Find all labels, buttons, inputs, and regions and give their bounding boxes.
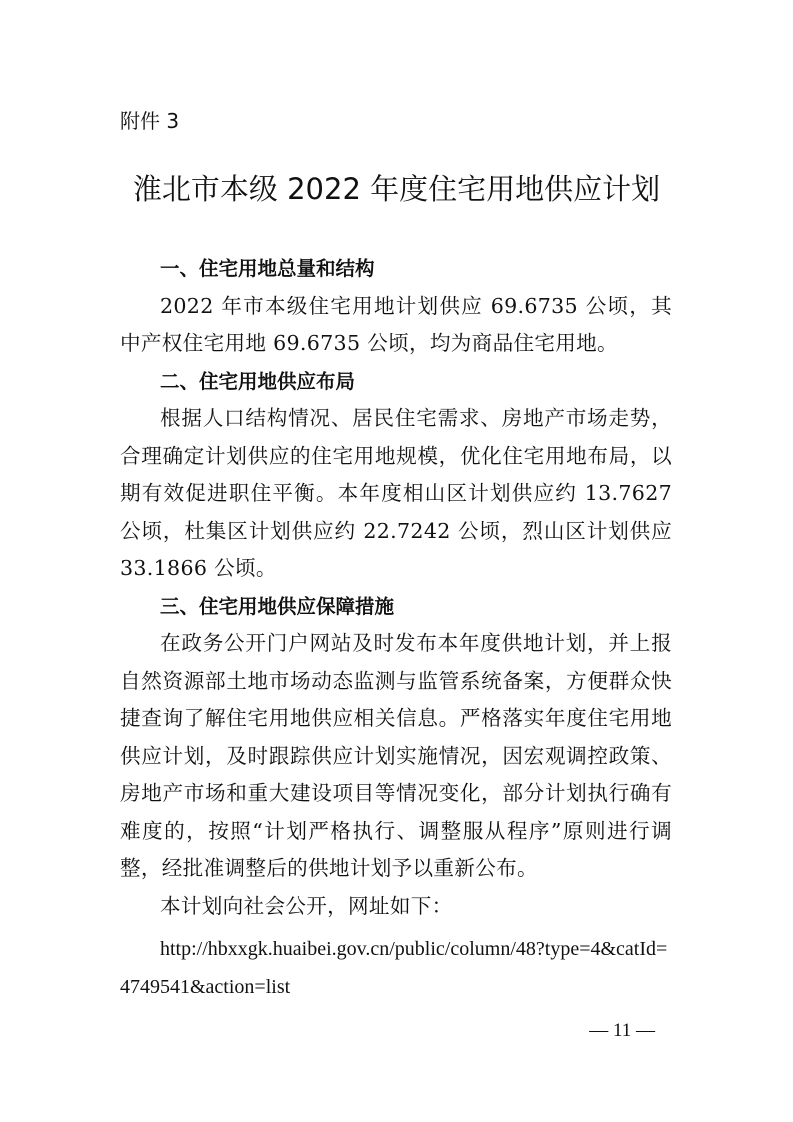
- page-number: — 11 —: [589, 1020, 655, 1041]
- document-title: 淮北市本级 2022 年度住宅用地供应计划: [132, 172, 661, 206]
- public-url-link[interactable]: http://hbxxgk.huaibei.gov.cn/public/column/48?type=4&catId=4749541&action=list: [120, 938, 668, 998]
- section-heading: 三、住宅用地供应保障措施: [160, 594, 395, 618]
- section-heading: 一、住宅用地总量和结构: [160, 257, 375, 280]
- section-safeguard-measures: [120, 588, 672, 926]
- document-body: [120, 250, 672, 1006]
- section-supply-layout: [120, 363, 672, 588]
- attachment-label: 附件 3: [120, 109, 180, 133]
- section-total-and-structure: [120, 250, 672, 363]
- section-heading: 二、住宅用地供应布局: [160, 369, 356, 393]
- section-paragraph: 本计划向社会公开，网址如下：: [160, 893, 453, 918]
- section-paragraph: 在政务公开门户网站及时发布本年度供地计划，并上报自然资源部土地市场动态监测与监管系统备案，方便群众快捷查询了解住宅用地供应相关信息。严格落实年度住宅用地供应计划，及时跟踪供应计划实施情况，因宏观调控政策、房地产市场和重大建设项目等情况变化，部分计划执行确有难度的，按照“计划严格执行、调整服从程序”原则进行调整，经批准调整后的供地计划予以重新公布。: [120, 631, 672, 880]
- section-paragraph: 根据人口结构情况、居民住宅需求、房地产市场走势，合理确定计划供应的住宅用地规模，优化住宅用地布局，以期有效促进职住平衡。本年度相山区计划供应约 13.7627 公顷，杜集区计划供应约 22.7242 公顷，烈山区计划供应 33.1866 公顷。: [120, 406, 672, 580]
- section-paragraph: 2022 年市本级住宅用地计划供应 69.6735 公顷，其中产权住宅用地 69.6735 公顷，均为商品住宅用地。: [120, 293, 672, 355]
